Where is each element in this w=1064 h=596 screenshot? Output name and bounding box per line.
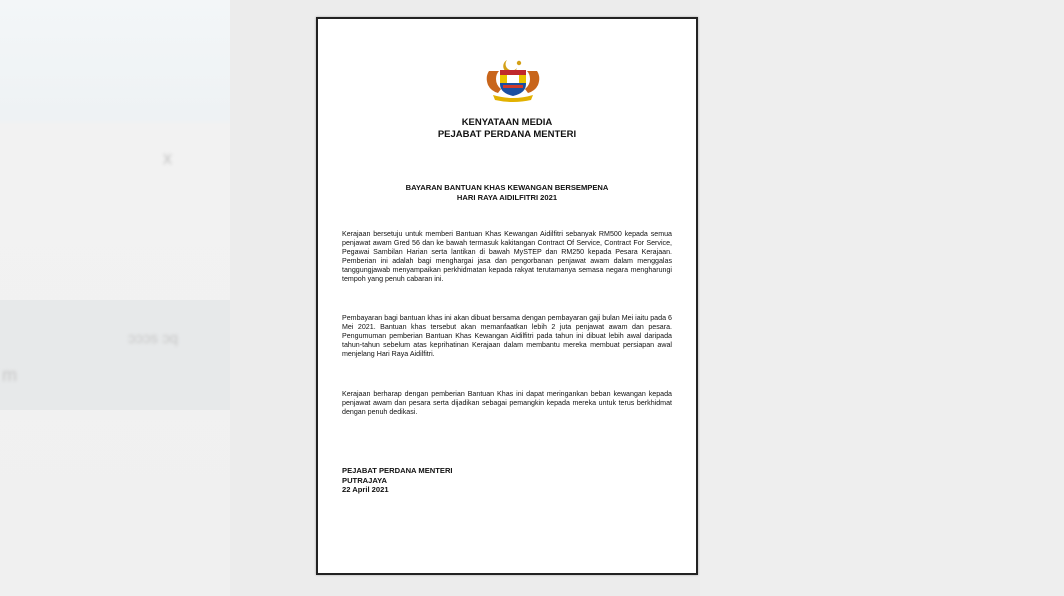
signature-office: PEJABAT PERDANA MENTERI: [342, 466, 453, 475]
press-statement-page: [316, 17, 698, 575]
background-close-glyph: x: [163, 148, 172, 168]
subject-line-1: BAYARAN BANTUAN KHAS KEWANGAN BERSEMPENA: [405, 183, 609, 192]
signature-place: PUTRAJAYA: [342, 475, 388, 485]
paragraph-3: Kerajaan berharap dengan pemberian Bantuan Khas ini dapat meringankan beban kewangan kepada penjawat awam dan pesara serta dijadikan sebagai pemangkin kepada mereka untuk terus berkhidmat dengan penuh dedikasi.: [342, 390, 672, 417]
paragraph-1: Kerajaan bersetuju untuk memberi Bantuan Khas Kewangan Aidilfitri sebanyak RM500 kepada semua penjawat awam Gred 56 dan ke bawah termasuk kakitangan Contract Of Service, Contract For Service, Pegawai Sambilan Harian serta lantikan di bawah MySTEP dan RM250 kepada Pesara Kerajaan. Pemberian ini adalah bagi menghargai jasa dan pengorbanan penjawat awam dalam menggalas tanggungjawab menyampaikan perkhidmatan kepada rakyat terutamanya semasa negara mengharungi tempoh yang penuh cabaran ini.: [342, 230, 672, 284]
signature-block: [342, 466, 453, 495]
paragraph-2: Pembayaran bagi bantuan khas ini akan dibuat bersama dengan pembayaran gaji bulan Mei iaitu pada 6 Mei 2021. Bantuan khas tersebut akan memanfaatkan lebih 2 juta penjawat awam dan pesara. Pengumuman pemberian Bantuan Khas Kewangan Aidilfitri pada tahun ini dibuat lebih awal daripada tahun-tahun sebelum atas keprihatinan Kerajaan dalam membantu mereka membuat persiapan awal menjelang Hari Raya Aidilfitri.: [342, 314, 672, 359]
signature-date: 22 April 2021: [342, 485, 389, 495]
background-band: [0, 300, 230, 410]
background-right-panel: [700, 0, 1064, 596]
header-line-2: PEJABAT PERDANA MENTERI: [437, 129, 577, 140]
header-line-1: KENYATAAN MEDIA: [461, 117, 553, 128]
background-left-panel: [0, 0, 230, 596]
background-blurred-text: ɔɔɔs ɔq: [128, 330, 179, 347]
background-blurred-text-2: m: [2, 365, 17, 385]
malaysia-coat-of-arms-icon: [483, 57, 543, 103]
subject-line-2: HARI RAYA AIDILFITRI 2021: [456, 193, 558, 202]
